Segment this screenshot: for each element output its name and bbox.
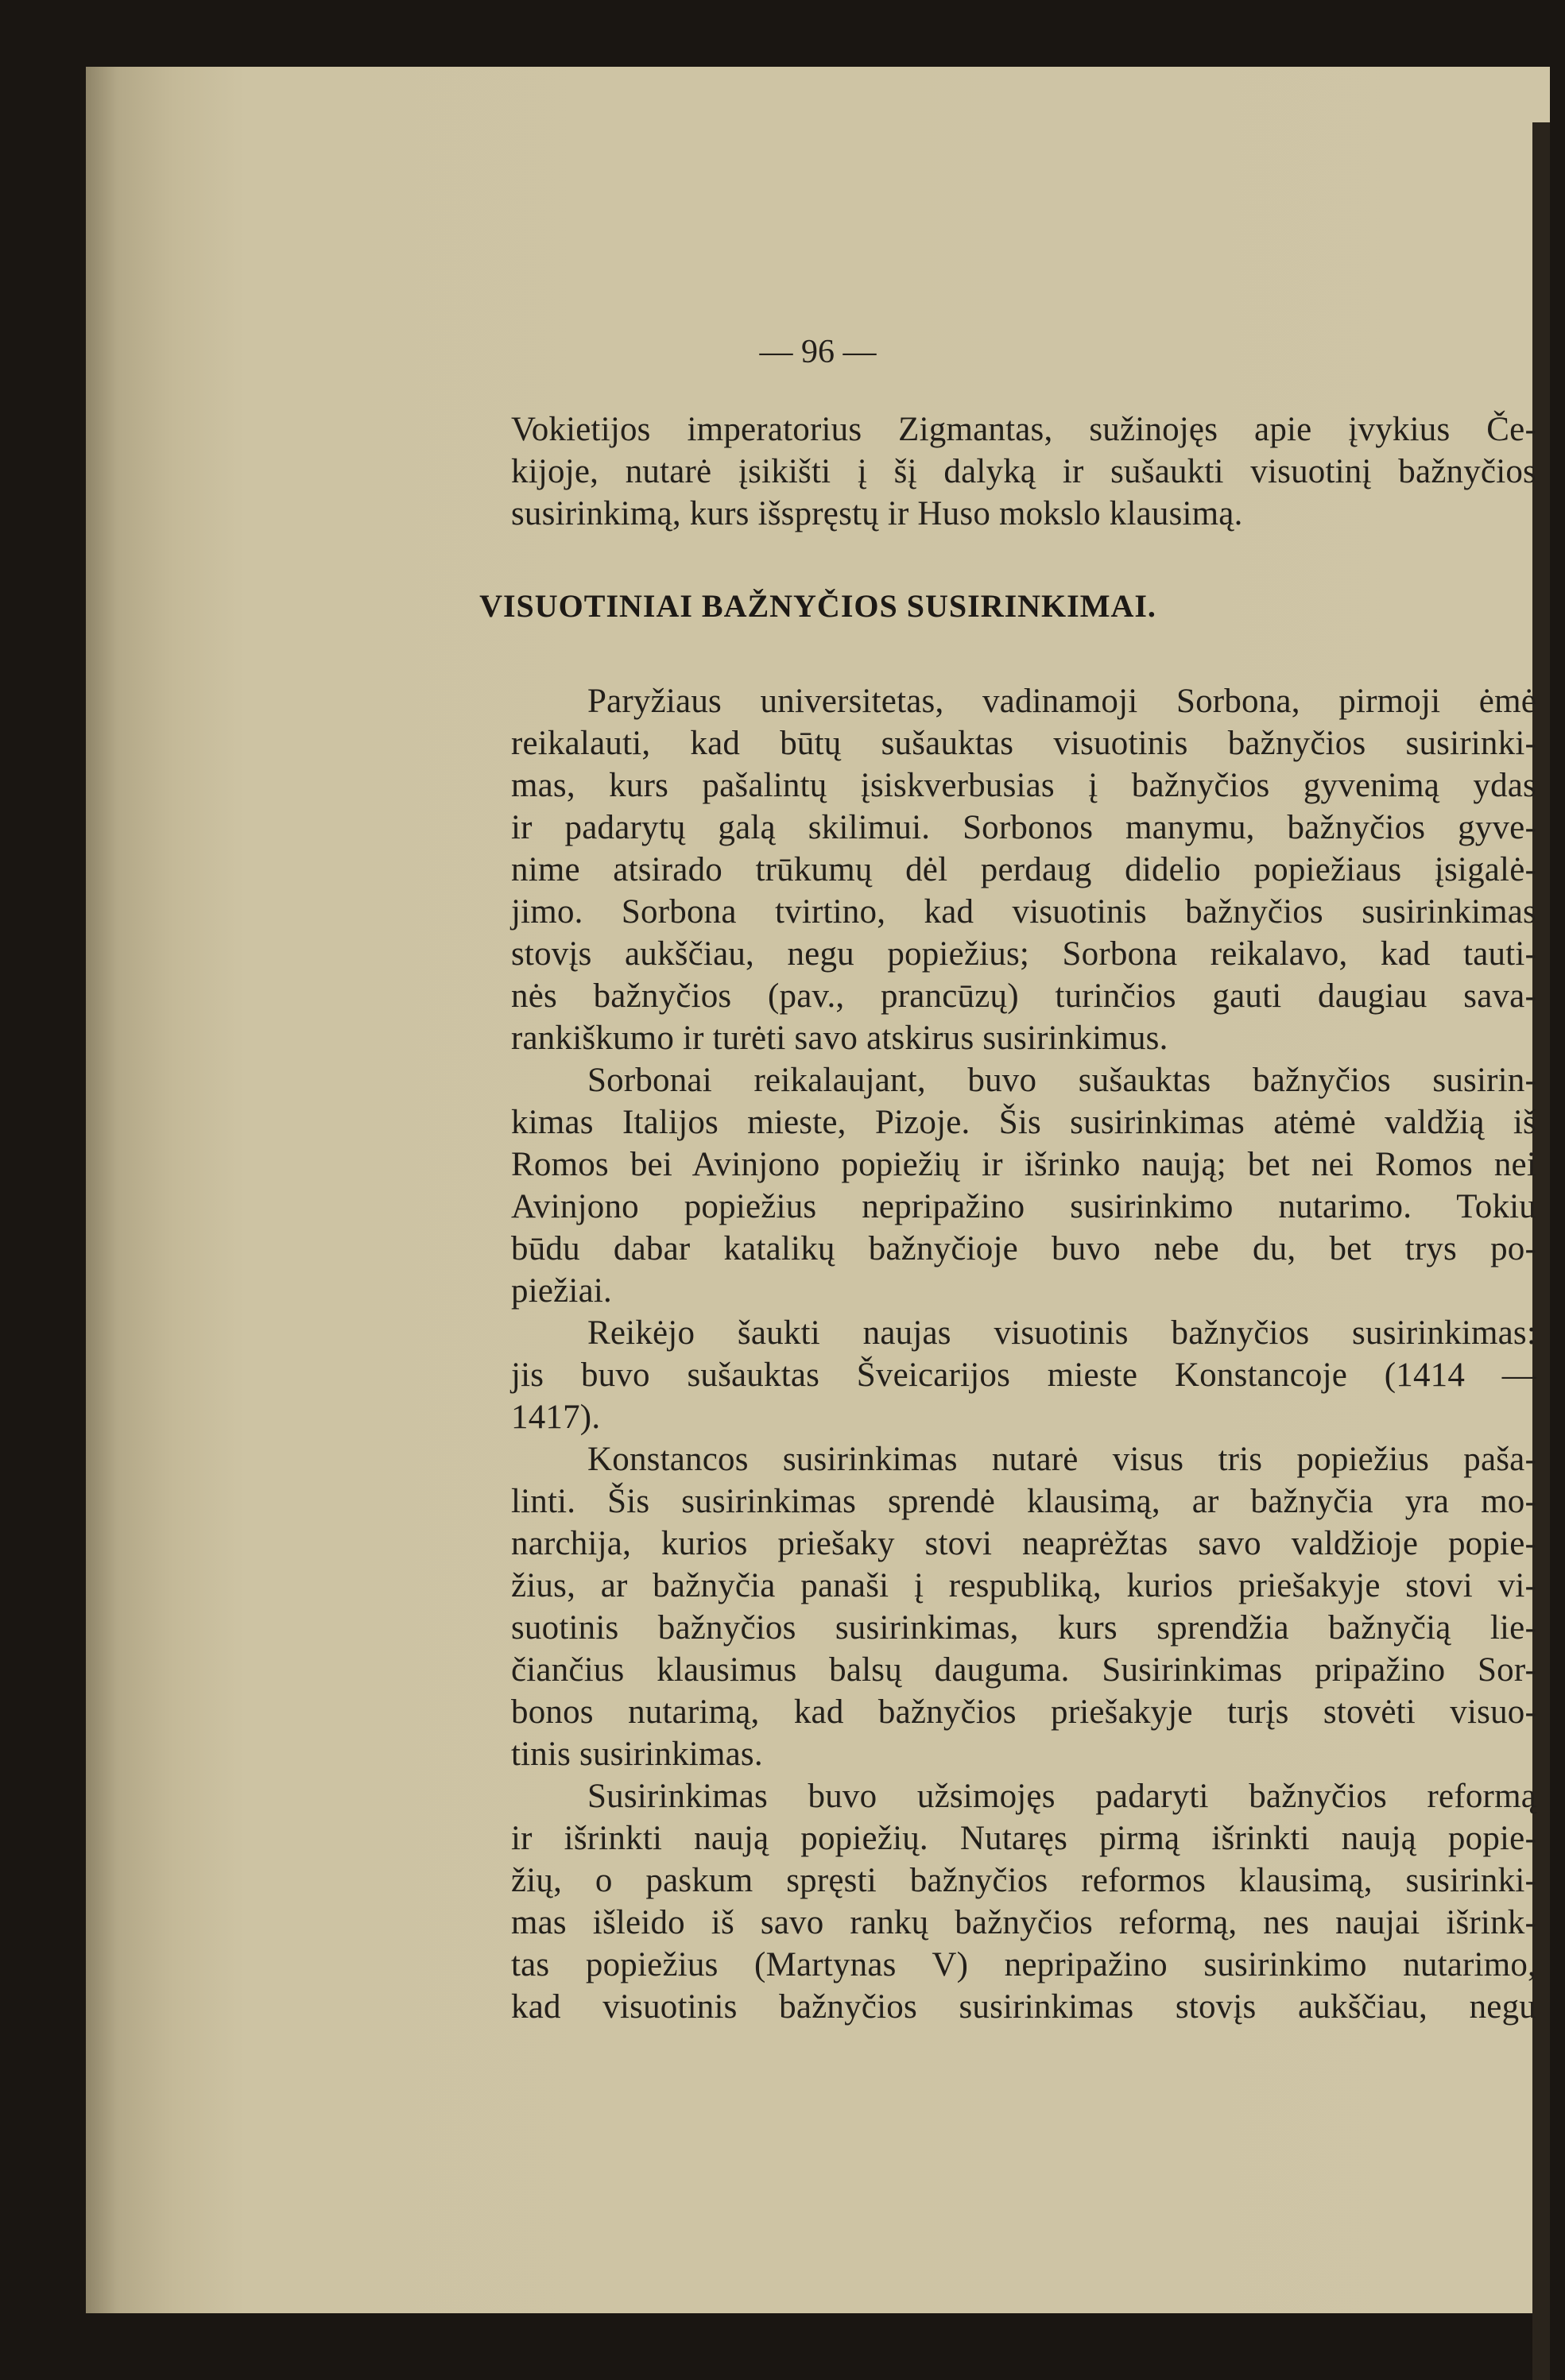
- text-line: Konstancos susirinkimas nutarė visus tris popiežius paša-: [587, 1441, 1536, 1478]
- text-line: žių, o paskum spręsti bažnyčios reformos klausimą, susirinki-: [511, 1862, 1536, 1899]
- text-line: būdu dabar katalikų bažnyčioje buvo nebe du, bet trys po-: [511, 1230, 1536, 1267]
- text-line: jis buvo sušauktas Šveicarijos mieste Konstancoje (1414 —: [511, 1356, 1536, 1394]
- text-line: čiančius klausimus balsų dauguma. Susirinkimas pripažino Sor-: [511, 1651, 1536, 1689]
- text-line: Reikėjo šaukti naujas visuotinis bažnyčios susirinkimas:: [587, 1314, 1536, 1352]
- text-line: mas, kurs pašalintų įsiskverbusias į bažnyčios gyvenimą ydas: [511, 767, 1536, 804]
- paragraph: [511, 1438, 1536, 1775]
- text-line: suotinis bažnyčios susirinkimas, kurs sprendžia bažnyčią lie-: [511, 1609, 1536, 1647]
- text-line: rankiškumo ir turėti savo atskirus susirinkimus.: [511, 1020, 1168, 1057]
- book-page: [86, 67, 1550, 2313]
- text-line: nės bažnyčios (pav., prancūzų) turinčios gauti daugiau sava-: [511, 977, 1536, 1015]
- section-heading: VISUOTINIAI BAŽNYČIOS SUSIRINKIMAI.: [479, 588, 1156, 624]
- text-line: tas popiežius (Martynas V) nepripažino susirinkimo nutarimo,: [511, 1946, 1536, 1983]
- paragraph: [511, 1775, 1536, 2028]
- paragraph: [511, 1059, 1536, 1312]
- paragraph: [511, 680, 1536, 1059]
- text-line: narchija, kurios priešaky stovi neaprėžtas savo valdžioje popie-: [511, 1525, 1536, 1562]
- text-line: ir padarytų galą skilimui. Sorbonos manymu, bažnyčios gyve-: [511, 809, 1536, 846]
- text-line: kijoje, nutarė įsikišti į šį dalyką ir sušaukti visuotinį bažnyčios: [511, 453, 1536, 490]
- text-line: Romos bei Avinjono popiežių ir išrinko naują; bet nei Romos nei: [511, 1146, 1536, 1183]
- body-text: [511, 680, 1536, 2028]
- text-line: Vokietijos imperatorius Zigmantas, sužinojęs apie įvykius Če-: [511, 411, 1536, 448]
- page-number: — 96 —: [759, 334, 877, 370]
- text-line: 1417).: [511, 1399, 601, 1436]
- text-line: reikalauti, kad būtų sušauktas visuotinis bažnyčios susirinki-: [511, 725, 1536, 762]
- text-line: susirinkimą, kurs išspręstų ir Huso mokslo klausimą.: [511, 495, 1243, 532]
- text-line: linti. Šis susirinkimas sprendė klausimą, ar bažnyčia yra mo-: [511, 1483, 1536, 1520]
- text-line: stovįs aukščiau, negu popiežius; Sorbona reikalavo, kad tauti-: [511, 935, 1536, 973]
- text-line: kimas Italijos mieste, Pizoje. Šis susirinkimas atėmė valdžią iš: [511, 1104, 1536, 1141]
- text-line: piežiai.: [511, 1272, 612, 1310]
- text-line: Sorbonai reikalaujant, buvo sušauktas bažnyčios susirin-: [587, 1062, 1536, 1099]
- text-line: Susirinkimas buvo užsimojęs padaryti bažnyčios reformą: [587, 1778, 1536, 1815]
- text-line: nime atsirado trūkumų dėl perdaug didelio popiežiaus įsigalė-: [511, 851, 1536, 888]
- text-line: mas išleido iš savo rankų bažnyčios reformą, nes naujai išrink-: [511, 1904, 1536, 1941]
- text-line: jimo. Sorbona tvirtino, kad visuotinis bažnyčios susirinkimas: [511, 893, 1536, 931]
- text-line: ir išrinkti naują popiežių. Nutaręs pirmą išrinkti naują popie-: [511, 1820, 1536, 1857]
- text-line: kad visuotinis bažnyčios susirinkimas stovįs aukščiau, negu: [511, 1988, 1536, 2026]
- text-line: Paryžiaus universitetas, vadinamoji Sorbona, pirmoji ėmė: [587, 683, 1536, 720]
- text-line: žius, ar bažnyčia panaši į respubliką, kurios priešakyje stovi vi-: [511, 1567, 1536, 1604]
- paragraph: [511, 1312, 1536, 1438]
- text-line: Avinjono popiežius nepripažino susirinkimo nutarimo. Tokiu: [511, 1188, 1536, 1225]
- text-line: tinis susirinkimas.: [511, 1736, 763, 1773]
- text-line: bonos nutarimą, kad bažnyčios priešakyje turįs stovėti visuo-: [511, 1693, 1536, 1731]
- intro-paragraph: [511, 408, 1536, 535]
